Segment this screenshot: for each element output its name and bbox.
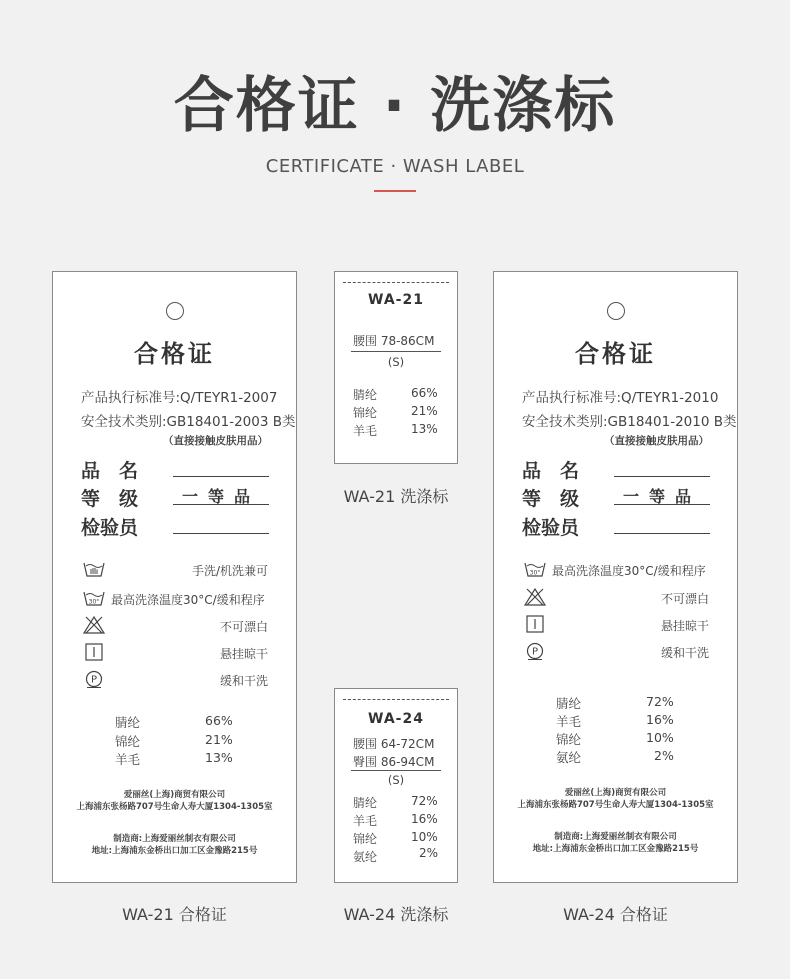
dry-clean-p-icon	[83, 670, 105, 688]
product-name-line	[614, 476, 710, 477]
product-name-line	[173, 476, 269, 477]
hang-hole	[607, 302, 625, 320]
product-name-field	[522, 456, 710, 482]
product-standard: 产品执行标准号:Q/TEYR1-2007	[81, 390, 278, 406]
product-name-label: 品 名	[81, 460, 139, 482]
wash-label-wa21	[334, 271, 458, 464]
company-address: 上海浦东张杨路707号生命人寿大厦1304-1305室	[76, 802, 273, 812]
fabric-percent: 10%	[411, 830, 438, 844]
svg-text:30°: 30°	[529, 569, 541, 577]
fabric-name: 腈纶	[353, 796, 378, 810]
hang-dry-icon	[83, 643, 105, 661]
skin-contact-note: （直接接触皮肤用品）	[604, 435, 709, 447]
care-text: 缓和干洗	[660, 646, 709, 660]
care-text: 不可漂白	[660, 592, 709, 606]
company-address: 上海浦东张杨路707号生命人寿大厦1304-1305室	[517, 800, 714, 810]
fabric-percent: 72%	[646, 694, 674, 709]
page-subtitle: CERTIFICATE · WASH LABEL	[265, 156, 525, 177]
fabric-name: 锦纶	[353, 832, 378, 846]
care-text: 最高洗涤温度30°C/缓和程序	[552, 564, 706, 578]
no-bleach-icon	[83, 616, 105, 634]
fabric-name: 腈纶	[353, 388, 378, 402]
size-code: (S)	[387, 355, 405, 369]
grade-label: 等 级	[522, 488, 580, 510]
svg-text:P: P	[90, 674, 98, 686]
page-title: 合格证 · 洗涤标	[173, 71, 617, 141]
fabric-percent: 66%	[205, 713, 233, 728]
fabric-name: 氨纶	[353, 850, 378, 864]
safety-category: 安全技术类别:GB18401-2010 B类	[522, 414, 737, 430]
fabric-percent: 21%	[411, 404, 438, 418]
size-rule	[351, 351, 441, 352]
care-text: 不可漂白	[219, 620, 268, 634]
fabric-percent: 13%	[205, 750, 233, 765]
fabric-name: 氨纶	[556, 750, 582, 765]
fabric-percent: 16%	[646, 712, 674, 727]
hang-dry-icon	[524, 615, 546, 633]
wash-30-icon	[524, 560, 546, 578]
svg-text:P: P	[531, 646, 539, 658]
product-standard: 产品执行标准号:Q/TEYR1-2010	[522, 390, 719, 406]
fabric-percent: 21%	[205, 732, 233, 747]
fabric-name: 羊毛	[353, 814, 378, 828]
fabric-percent: 13%	[411, 422, 438, 436]
inspector-field	[522, 513, 710, 539]
svg-text:30°: 30°	[88, 598, 100, 606]
fabric-percent: 72%	[411, 794, 438, 808]
care-text: 悬挂晾干	[219, 647, 268, 661]
fabric-name: 羊毛	[353, 424, 378, 438]
inspector-field	[81, 513, 269, 539]
waist-size: 腰围 78-86CM	[353, 334, 435, 348]
dashed-edge	[343, 699, 449, 700]
hang-hole	[166, 302, 184, 320]
manufacturer-address: 地址:上海浦东金桥出口加工区金豫路215号	[91, 846, 258, 856]
fabric-percent: 2%	[654, 748, 674, 763]
fabric-percent: 10%	[646, 730, 674, 745]
manufacturer-address: 地址:上海浦东金桥出口加工区金豫路215号	[532, 844, 699, 854]
company-name: 爱丽丝(上海)商贸有限公司	[564, 788, 667, 798]
caption-cert-wa24: WA-24 合格证	[563, 905, 668, 924]
dashed-edge	[343, 282, 449, 283]
fabric-percent: 66%	[411, 386, 438, 400]
inspector-line	[614, 533, 710, 534]
wash-30-icon	[83, 589, 105, 607]
wash-label-wa24	[334, 688, 458, 883]
caption-wash-wa24: WA-24 洗涤标	[343, 905, 449, 924]
safety-category: 安全技术类别:GB18401-2003 B类	[81, 414, 296, 430]
title-underline	[374, 190, 416, 192]
fabric-name: 羊毛	[115, 752, 141, 767]
waist-size: 腰围 64-72CM	[353, 737, 435, 751]
grade-field	[81, 484, 269, 510]
product-name-field	[81, 456, 269, 482]
care-text: 缓和干洗	[219, 674, 268, 688]
care-text: 悬挂晾干	[660, 619, 709, 633]
fabric-name: 羊毛	[556, 714, 582, 729]
grade-value: 一等品	[181, 487, 260, 506]
caption-cert-wa21: WA-21 合格证	[122, 905, 227, 924]
certificate-title: 合格证	[134, 340, 215, 368]
grade-line	[614, 504, 710, 505]
grade-line	[173, 504, 269, 505]
fabric-name: 锦纶	[353, 406, 378, 420]
fabric-name: 锦纶	[115, 734, 141, 749]
skin-contact-note: （直接接触皮肤用品）	[163, 435, 268, 447]
fabric-name: 锦纶	[556, 732, 582, 747]
wash-label-title: WA-21	[368, 292, 424, 308]
manufacturer: 制造商:上海爱丽丝制衣有限公司	[554, 832, 677, 842]
grade-label: 等 级	[81, 488, 139, 510]
no-bleach-icon	[524, 588, 546, 606]
fabric-name: 腈纶	[556, 696, 582, 711]
inspector-label: 检验员	[81, 517, 139, 539]
hand-wash-icon	[83, 560, 105, 578]
manufacturer: 制造商:上海爱丽丝制衣有限公司	[113, 834, 236, 844]
certificate-title: 合格证	[575, 340, 656, 368]
grade-field	[522, 484, 710, 510]
inspector-line	[173, 533, 269, 534]
dry-clean-p-icon	[524, 642, 546, 660]
size-code: (S)	[387, 773, 405, 787]
hip-size: 臀围 86-94CM	[353, 755, 435, 769]
care-text: 最高洗涤温度30°C/缓和程序	[111, 593, 265, 607]
wash-label-title: WA-24	[368, 711, 424, 727]
fabric-percent: 16%	[411, 812, 438, 826]
company-name: 爱丽丝(上海)商贸有限公司	[123, 790, 226, 800]
size-rule	[351, 770, 441, 771]
fabric-percent: 2%	[419, 846, 439, 860]
care-text: 手洗/机洗兼可	[191, 564, 268, 578]
certificate-card-wa24	[493, 271, 738, 883]
inspector-label: 检验员	[522, 517, 580, 539]
caption-wash-wa21: WA-21 洗涤标	[343, 487, 449, 506]
product-name-label: 品 名	[522, 460, 580, 482]
fabric-name: 腈纶	[115, 715, 141, 730]
certificate-card-wa21	[52, 271, 297, 883]
grade-value: 一等品	[622, 487, 701, 506]
